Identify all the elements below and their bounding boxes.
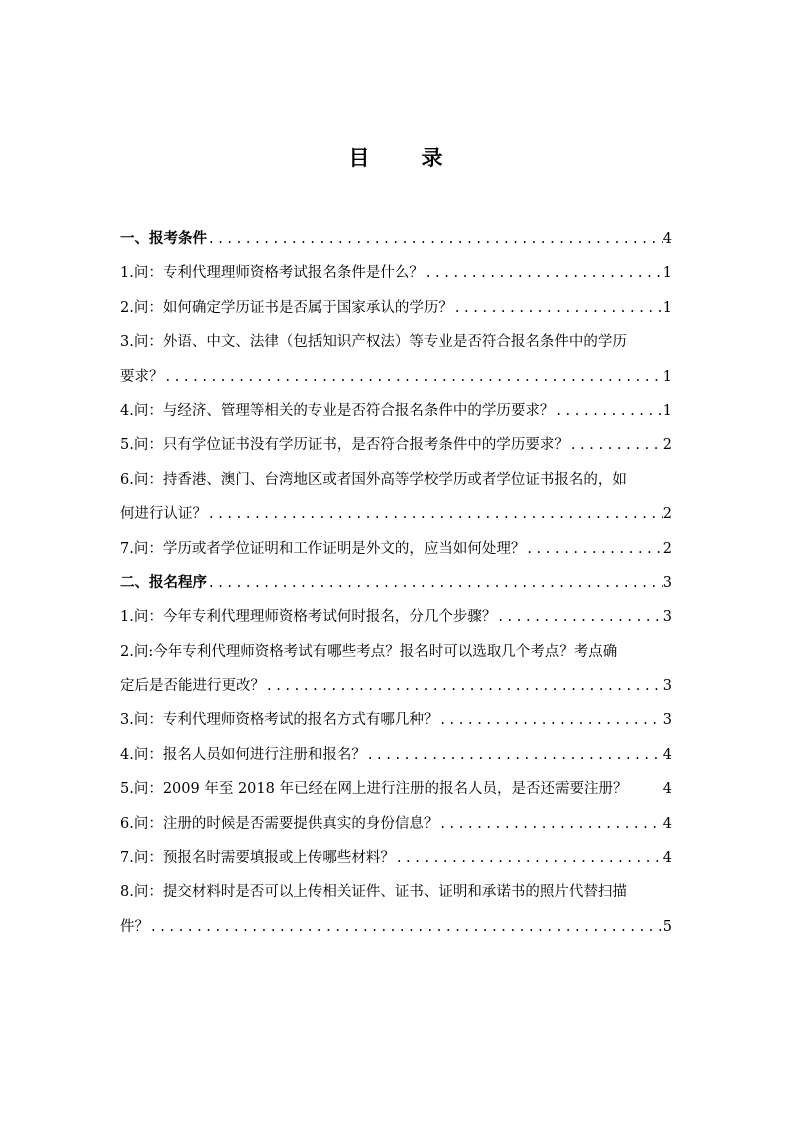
leader-dots: [424, 256, 663, 290]
toc-entry-label: 4.问：报名人员如何进行注册和报名？: [120, 746, 366, 763]
toc-page-number: 3: [662, 678, 672, 695]
toc-entry[interactable]: [120, 600, 672, 634]
page-title: [0, 142, 793, 172]
toc-entry-label: 2.问:今年专利代理师资格考试有哪些考点？报名时可以选取几个考点？考点确: [120, 643, 618, 660]
toc-entry-label: 1.问：今年专利代理理师资格考试何时报名，分几个步骤？: [120, 609, 497, 626]
toc-entry[interactable]: [120, 256, 672, 290]
leader-dots: [366, 738, 663, 772]
toc-entry-label: 5.问：只有学位证书没有学历证书，是否符合报考条件中的学历要求？: [120, 437, 569, 454]
toc-page-number: 3: [662, 712, 672, 729]
toc-entry-label: 件？: [120, 918, 149, 935]
toc-entry-label: 2.问：如何确定学历证书是否属于国家承认的学历？: [120, 299, 453, 316]
toc-entry[interactable]: [120, 772, 672, 806]
leader-dots: [265, 669, 663, 703]
toc-entry-label: 3.问：专利代理师资格考试的报名方式有哪几种？: [120, 712, 439, 729]
leader-dots: [207, 222, 663, 256]
toc-entry[interactable]: [120, 394, 672, 428]
toc-page-number: 4: [662, 781, 672, 798]
leader-dots: [525, 532, 662, 566]
toc-page-number: 1: [662, 265, 672, 282]
leader-dots: [569, 428, 663, 462]
toc-entry-label: 4.问：与经济、管理等相关的专业是否符合报名条件中的学历要求？: [120, 402, 555, 419]
toc-entry[interactable]: [120, 807, 672, 841]
toc-entry-line1[interactable]: [120, 325, 672, 359]
leader-dots: [496, 600, 662, 634]
toc-page-number: 3: [662, 574, 672, 591]
toc-page-number: 4: [662, 231, 672, 247]
toc-page-number: 1: [662, 299, 672, 316]
toc-entry-line1[interactable]: [120, 635, 672, 669]
toc-entry[interactable]: [120, 428, 672, 462]
toc-page-number: 2: [662, 506, 672, 523]
toc-entry-label: 8.问：提交材料时是否可以上传相关证件、证书、证明和承诺书的照片代替扫描: [120, 884, 627, 901]
toc-entry-label: 6.问：注册的时候是否需要提供真实的身份信息？: [120, 815, 439, 832]
toc-entry-label: 3.问：外语、中文、法律（包括知识产权法）等专业是否符合报名条件中的学历: [120, 334, 627, 351]
toc-entry-label: 5.问：2009 年至 2018 年已经在网上进行注册的报名人员，是否还需要注册？: [120, 781, 628, 798]
leader-dots: [149, 910, 663, 944]
toc-page-number: 1: [662, 402, 672, 419]
toc-entry-line1[interactable]: [120, 463, 672, 497]
toc-entry[interactable]: [120, 703, 672, 737]
toc-entry[interactable]: [120, 841, 672, 875]
toc-entry-line2[interactable]: [120, 910, 672, 944]
toc-section-label: 一、报考条件: [120, 231, 207, 247]
toc-page-number: 4: [662, 850, 672, 867]
toc-entry-label: 7.问：预报名时需要填报或上传哪些材料？: [120, 850, 395, 867]
leader-dots: [164, 360, 663, 394]
toc-page-number: 1: [662, 368, 672, 385]
toc-page-number: 2: [662, 540, 672, 557]
toc-entry-label: 6.问：持香港、澳门、台湾地区或者国外高等学校学历或者学位证书报名的，如: [120, 471, 627, 488]
toc-entry-line1[interactable]: [120, 875, 672, 909]
toc-section-2[interactable]: [120, 566, 672, 600]
toc-entry-line2[interactable]: [120, 669, 672, 703]
leader-dots: [207, 566, 663, 600]
toc-page-number: 4: [662, 746, 672, 763]
toc-section-label: 二、报名程序: [120, 574, 207, 591]
title-char-left: 目: [348, 145, 372, 170]
table-of-contents: [120, 222, 672, 944]
title-char-right: 录: [421, 145, 445, 170]
leader-dots: [207, 497, 663, 531]
toc-page-number: 3: [662, 609, 672, 626]
leader-dots: [438, 703, 662, 737]
toc-page-number: 5: [662, 918, 672, 935]
toc-entry-label: 要求？: [120, 368, 164, 385]
leader-dots: [453, 291, 663, 325]
toc-entry-label: 7.问：学历或者学位证明和工作证明是外文的，应当如何处理？: [120, 540, 526, 557]
leader-dots: [554, 394, 662, 428]
toc-section-1[interactable]: [120, 222, 672, 256]
toc-entry-line2[interactable]: [120, 360, 672, 394]
toc-entry[interactable]: [120, 738, 672, 772]
toc-entry-label: 何进行认证？: [120, 506, 207, 523]
toc-page-number: 2: [662, 437, 672, 454]
leader-dots: [395, 841, 663, 875]
toc-entry-label: 定后是否能进行更改？: [120, 678, 265, 695]
toc-entry-line2[interactable]: [120, 497, 672, 531]
toc-entry[interactable]: [120, 532, 672, 566]
toc-entry-label: 1.问：专利代理理师资格考试报名条件是什么？: [120, 265, 424, 282]
leader-dots: [438, 807, 662, 841]
toc-page-number: 4: [662, 815, 672, 832]
toc-entry[interactable]: [120, 291, 672, 325]
